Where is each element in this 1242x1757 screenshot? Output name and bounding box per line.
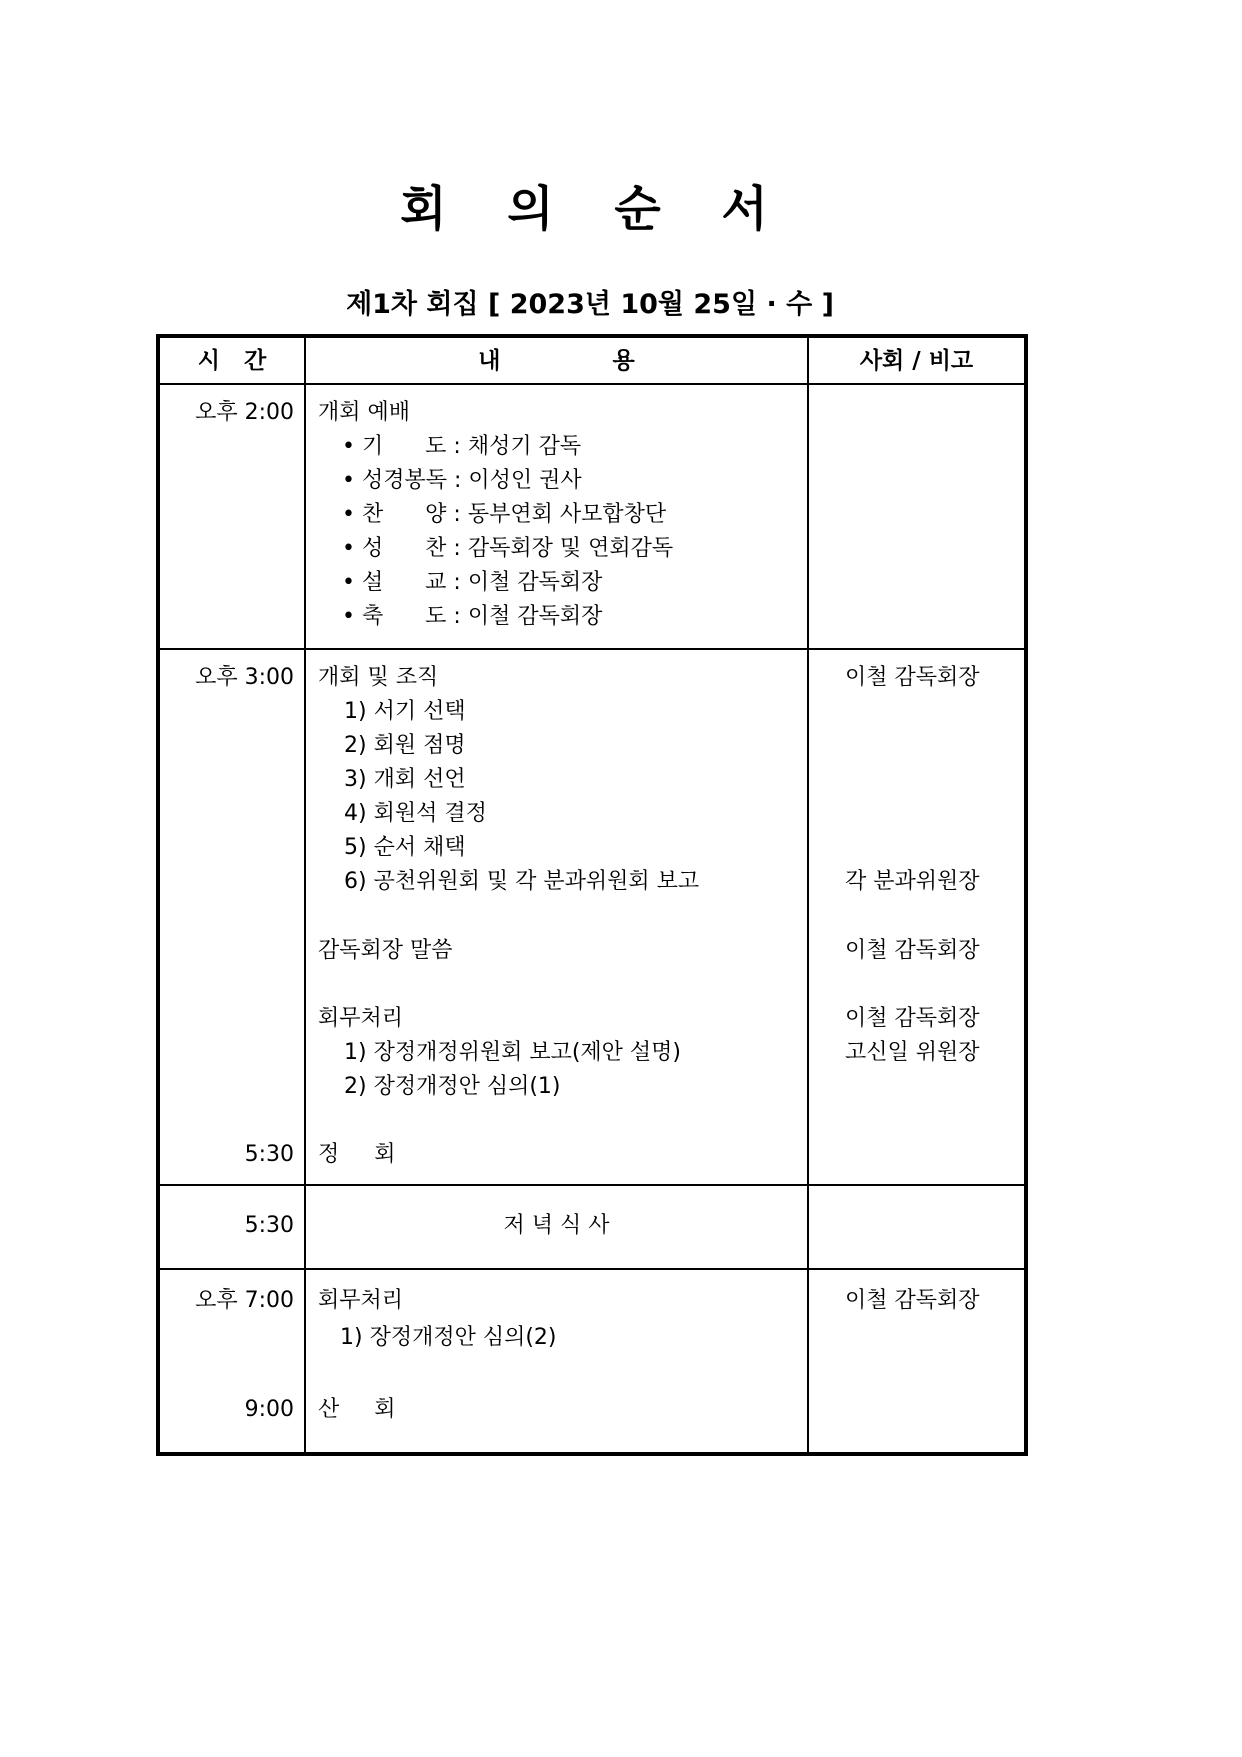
row-divider-1 (160, 648, 1024, 650)
sec4-heading: 회무처리 (318, 1288, 404, 1313)
sec1-item: • 성 찬 : 감독회장 및 연회감독 (342, 536, 674, 561)
sec2-item: 5) 순서 채택 (344, 835, 466, 860)
sec4-time: 오후 7:00 (195, 1288, 294, 1313)
sec2-item: 2) 회원 점명 (344, 733, 466, 758)
sec2-speech: 감독회장 말씀 (318, 938, 453, 963)
sec4-end-time: 9:00 (244, 1397, 294, 1422)
header-time: 시 간 (197, 348, 267, 374)
row-divider-3 (160, 1268, 1024, 1270)
sec2-business-item: 1) 장정개정위원회 보고(제안 설명) (344, 1040, 682, 1065)
sec1-time: 오후 2:00 (195, 400, 294, 425)
sec2-item-note: 각 분과위원장 (845, 869, 980, 894)
sec1-item: • 기 도 : 채성기 감독 (342, 434, 582, 459)
sec2-end-time: 5:30 (244, 1142, 294, 1167)
sec2-time: 오후 3:00 (195, 665, 294, 690)
sec3-time: 5:30 (244, 1213, 294, 1238)
sec4-end-label: 산 회 (318, 1397, 396, 1422)
sec2-business-item-note: 고신일 위원장 (845, 1040, 980, 1065)
sec3-label: 저 녁 식 사 (503, 1213, 610, 1238)
page-title: 회 의 순 서 (400, 181, 790, 237)
sec1-item: • 설 교 : 이철 감독회장 (342, 570, 603, 595)
row-divider-2 (160, 1184, 1024, 1186)
column-divider-content (807, 338, 809, 1452)
header-divider (160, 383, 1024, 385)
sec2-speech-note: 이철 감독회장 (845, 938, 980, 963)
sec2-item: 4) 회원석 결정 (344, 801, 487, 826)
agenda-table (156, 334, 1028, 1456)
sec1-heading: 개회 예배 (318, 400, 411, 425)
header-note: 사회 / 비고 (859, 348, 974, 374)
sec2-item: 1) 서기 선택 (344, 699, 466, 724)
column-divider-time (304, 338, 306, 1452)
sec1-item: • 축 도 : 이철 감독회장 (342, 604, 603, 629)
sec1-item: • 성경봉독 : 이성인 권사 (342, 468, 582, 493)
sec2-note: 이철 감독회장 (845, 665, 980, 690)
sec2-heading: 개회 및 조직 (318, 665, 439, 690)
sec4-note: 이철 감독회장 (845, 1288, 980, 1313)
sec1-item: • 찬 양 : 동부연회 사모합창단 (342, 502, 667, 527)
sec4-item: 1) 장정개정안 심의(2) (340, 1325, 557, 1350)
sec2-business-item: 2) 장정개정안 심의(1) (344, 1074, 561, 1099)
header-content: 내 용 (478, 348, 635, 374)
page-subtitle: 제1차 회집 [ 2023년 10월 25일 · 수 ] (346, 289, 834, 320)
sec2-end-label: 정 회 (318, 1142, 396, 1167)
sec2-item: 3) 개회 선언 (344, 767, 466, 792)
sec2-item: 6) 공천위원회 및 각 분과위원회 보고 (344, 869, 700, 894)
sec2-business-note: 이철 감독회장 (845, 1006, 980, 1031)
sec2-business: 회무처리 (318, 1006, 404, 1031)
